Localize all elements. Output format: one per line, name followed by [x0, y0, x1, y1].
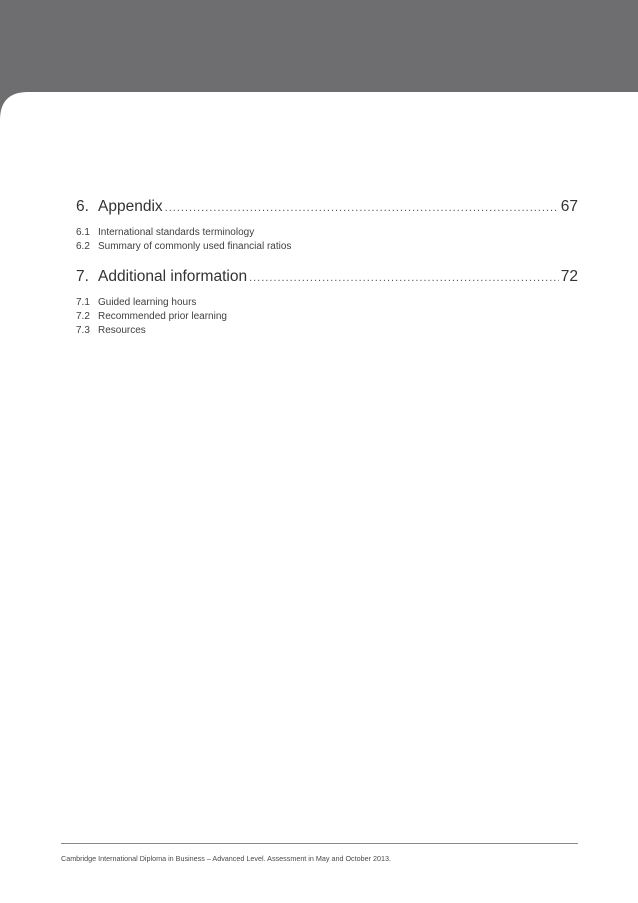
subsection-list [76, 296, 578, 338]
section-number: 6. [76, 198, 89, 215]
dot-leader [165, 202, 559, 214]
header-corner [0, 92, 28, 120]
section-number: 7. [76, 268, 89, 285]
list-item[interactable] [76, 296, 578, 310]
subsection-title: Summary of commonly used financial ratios [98, 241, 292, 252]
table-of-contents [76, 198, 578, 352]
section-title: Appendix [98, 198, 163, 215]
list-item[interactable] [76, 324, 578, 338]
subsection-title: International standards terminology [98, 227, 255, 238]
subsection-number: 6.2 [76, 241, 90, 252]
subsection-title: Recommended prior learning [98, 311, 227, 322]
section-page-number: 72 [560, 268, 578, 285]
subsection-list [76, 226, 578, 254]
subsection-title: Guided learning hours [98, 297, 197, 308]
subsection-number: 7.1 [76, 297, 90, 308]
subsection-number: 6.1 [76, 227, 90, 238]
toc-section-appendix [76, 198, 578, 254]
subsection-title: Resources [98, 325, 146, 336]
list-item[interactable] [76, 240, 578, 254]
list-item[interactable] [76, 310, 578, 324]
list-item[interactable] [76, 226, 578, 240]
toc-section-additional-information [76, 268, 578, 338]
footer-divider [61, 843, 578, 844]
header-band [0, 0, 638, 92]
footer-text: Cambridge International Diploma in Business – Advanced Level. Assessment in May and October 2013. [61, 854, 392, 863]
subsection-number: 7.2 [76, 311, 90, 322]
section-page-number: 67 [560, 198, 578, 215]
toc-section-heading[interactable] [76, 198, 578, 222]
section-title: Additional information [98, 268, 248, 285]
dot-leader [249, 272, 559, 284]
toc-section-heading[interactable] [76, 268, 578, 292]
subsection-number: 7.3 [76, 325, 90, 336]
